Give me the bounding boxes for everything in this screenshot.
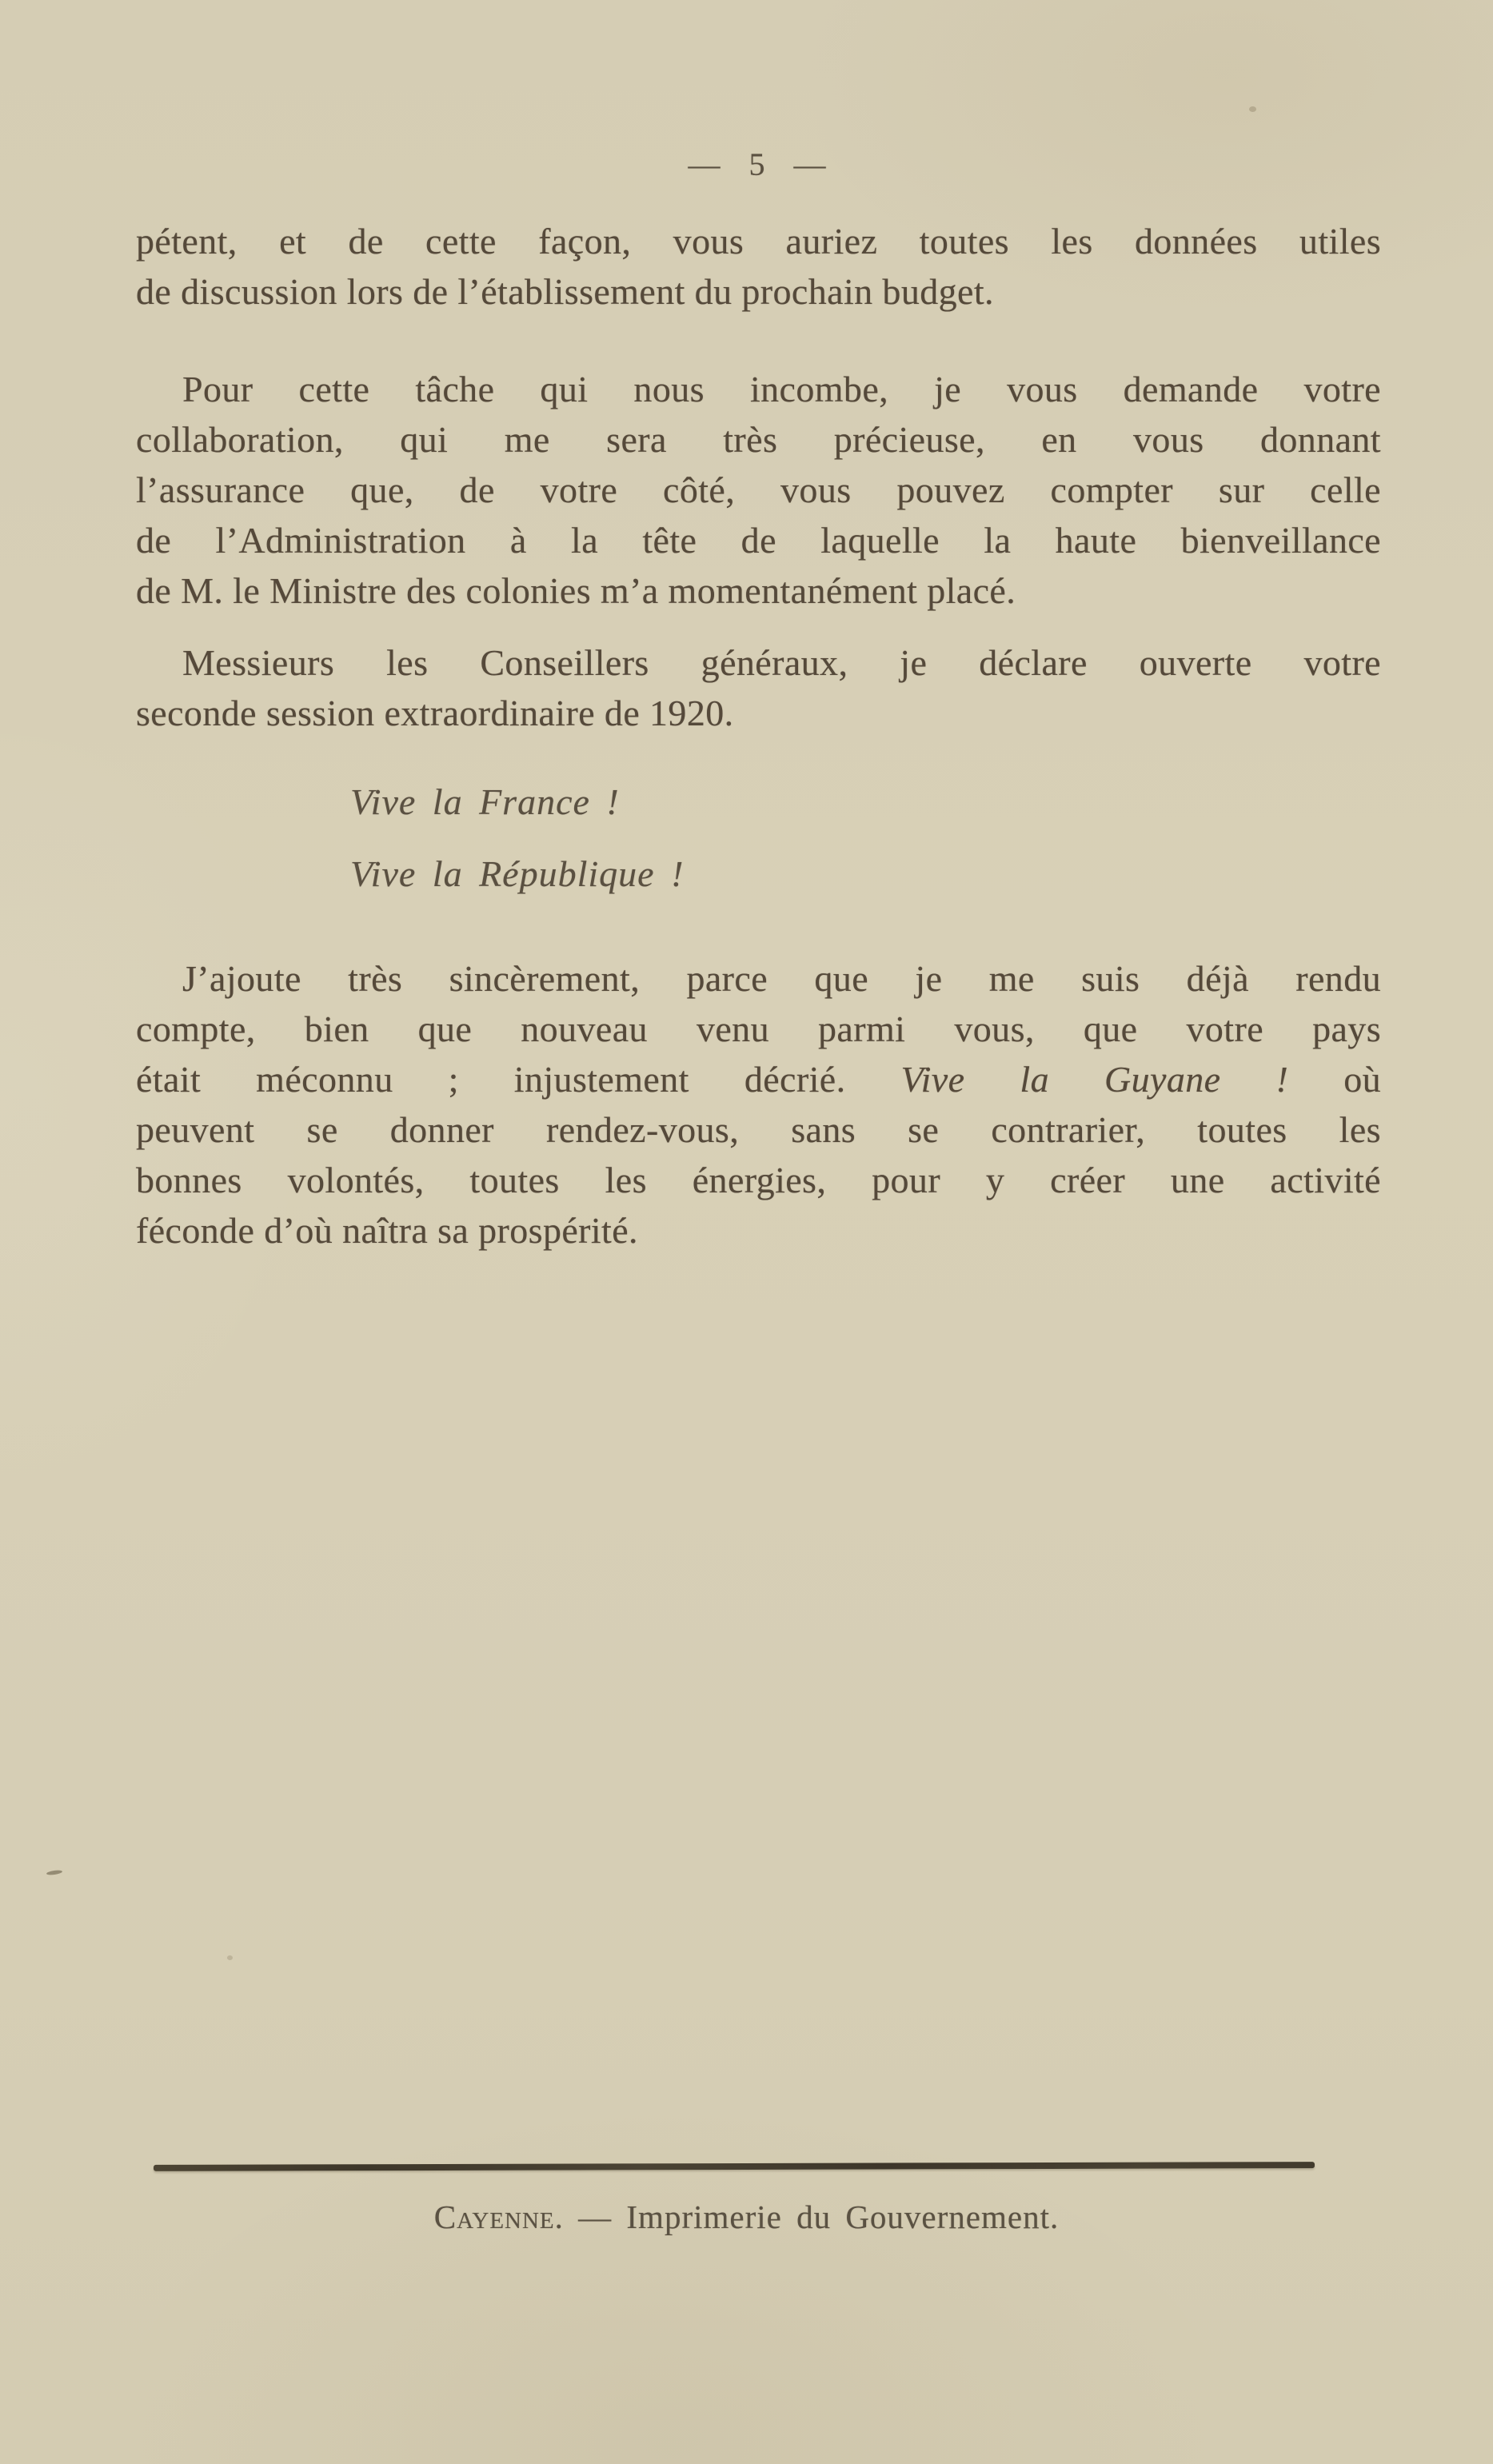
text-line: compte, bien que nouveau venu parmi vous, que votre pays: [136, 1008, 1381, 1049]
footer-rule: [154, 2162, 1315, 2171]
acclamation-vive-la-france: Vive la France !: [350, 781, 620, 822]
paper-speck: [46, 1870, 63, 1876]
text-line: féconde d’où naîtra sa prospérité.: [136, 1210, 638, 1251]
page-number: — 5 —: [688, 146, 826, 182]
text-segment-italic: Vive la Guyane !: [900, 1059, 1344, 1100]
imprint-separator: —: [563, 2198, 627, 2235]
imprint-line: [0, 2194, 1493, 2239]
imprint-text: Imprimerie du Gouvernement.: [626, 2198, 1060, 2235]
acclamation-vive-la-republique: Vive la République !: [350, 853, 685, 894]
text-line: Messieurs les Conseillers généraux, je déclare ouverte votre: [182, 642, 1381, 683]
paragraph-collaboration: [136, 364, 1381, 616]
paragraph-continuation: [136, 216, 1381, 317]
text-line: de l’Administration à la tête de laquelle la haute bienveillance: [136, 520, 1381, 561]
text-line: J’ajoute très sincèrement, parce que je me suis déjà rendu: [182, 958, 1381, 999]
paper-speck: [227, 1955, 233, 1960]
text-segment: où: [1343, 1059, 1381, 1100]
paper-speck: [1249, 106, 1256, 112]
text-segment: était méconnu ; injustement décrié.: [136, 1059, 901, 1100]
text-line: Pour cette tâche qui nous incombe, je vous demande votre: [182, 369, 1381, 409]
text-line: seconde session extraordinaire de 1920.: [136, 693, 734, 733]
text-line: collaboration, qui me sera très précieuse, en vous donnant: [136, 419, 1381, 460]
text-line: de discussion lors de l’établissement du prochain budget.: [136, 271, 994, 312]
text-line: l’assurance que, de votre côté, vous pouvez compter sur celle: [136, 469, 1381, 510]
text-line: peuvent se donner rendez-vous, sans se contrarier, toutes les: [136, 1109, 1381, 1150]
paragraph-guyane: [136, 953, 1381, 1256]
text-line: pétent, et de cette façon, vous auriez toutes les données utiles: [136, 221, 1381, 262]
text-line: [136, 1054, 1381, 1104]
paragraph-session-declaration: [136, 637, 1381, 738]
imprint-place: Cayenne.: [433, 2198, 564, 2235]
text-line: bonnes volontés, toutes les énergies, pour y créer une activité: [136, 1160, 1381, 1200]
text-line: de M. le Ministre des colonies m’a momentanément placé.: [136, 570, 1016, 611]
